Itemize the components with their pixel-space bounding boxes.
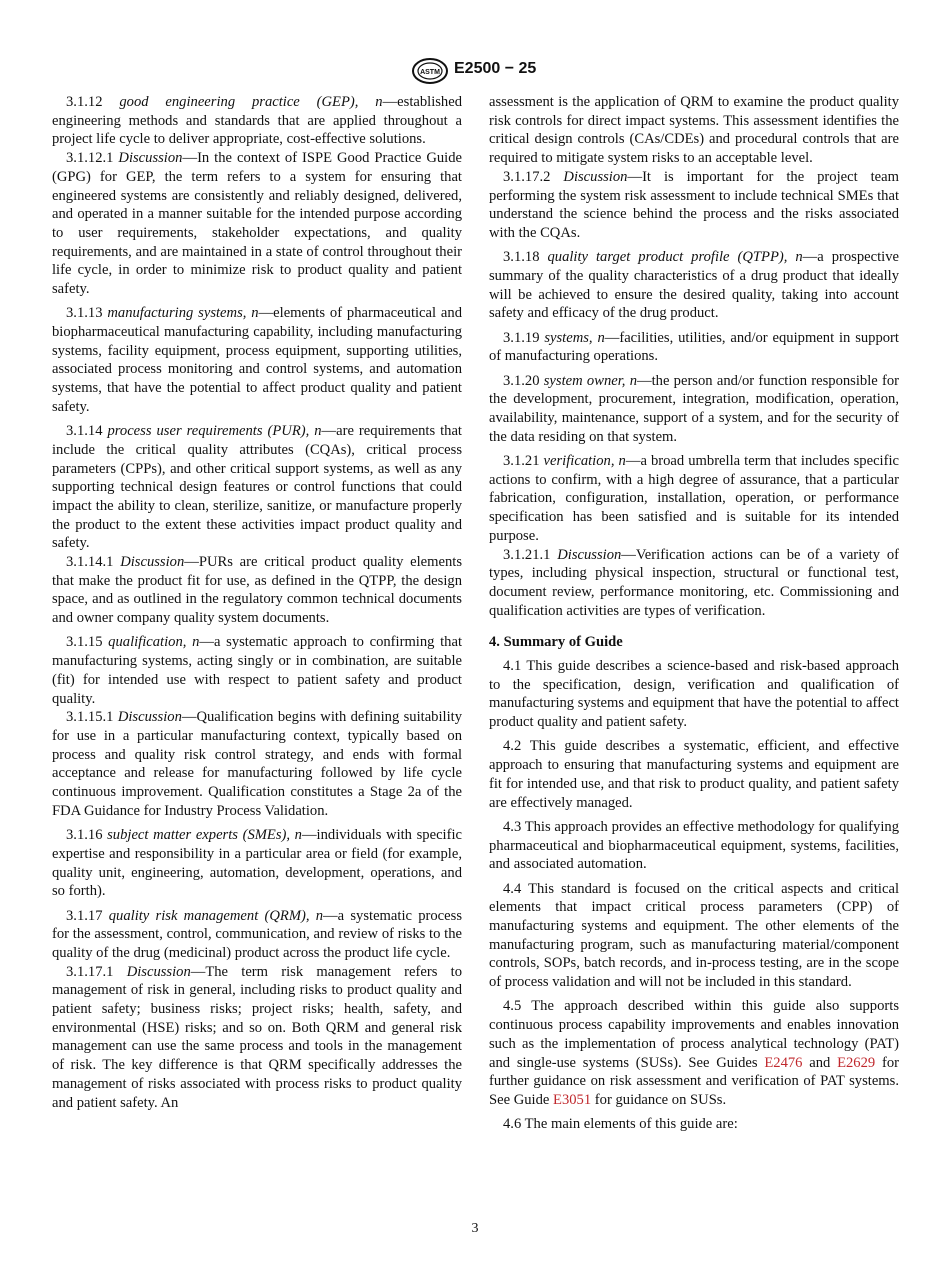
definition-3-1-20: 3.1.20 system owner, n—the person and/or function responsible for the development, procurement, integration, modification, operation, availability, maintenance, support of a system, and for the security of the data residing on that system. bbox=[489, 372, 900, 445]
paragraph-4-1: 4.1 This guide describes a science-based and risk-based approach to the specification, design, verification and qualification of manufacturing systems and equipment that have the potential to affect product quality and patient safety. bbox=[489, 658, 899, 731]
document-designation: E2500 − 25 bbox=[454, 60, 537, 77]
definition-3-1-19: 3.1.19 systems, n—facilities, utilities, and/or equipment in support of manufacturing operations. bbox=[489, 329, 899, 365]
svg-text:ASTM: ASTM bbox=[420, 69, 440, 76]
definition-3-1-16: 3.1.16 subject matter experts (SMEs), n—individuals with specific expertise and responsibility in a particular area or field (for example, quality unit, engineering, automation, development, operations, and so forth). bbox=[52, 827, 462, 900]
right-column bbox=[489, 93, 899, 1134]
paragraph-4-2: 4.2 This guide describes a systematic, efficient, and effective approach to ensuring that manufacturing systems and equipment are fit for intended use, and that risk to product quality, and patient safety are effectively managed. bbox=[489, 738, 899, 811]
discussion-3-1-17-1: 3.1.17.1 Discussion—The term risk management refers to management of risk in general, including risks to product quality and patient safety; business risks; project risks; health, safety, and environmental (HSE) risks; and so on. Both QRM and general risk management can use the same process and tools in the management of risk. The key difference is that QRM specifically addresses the management of risks associated with process risks to product quality and patient safety. An bbox=[52, 963, 462, 1111]
paragraph-4-6: 4.6 The main elements of this guide are: bbox=[503, 1116, 738, 1133]
definition-3-1-21: 3.1.21 verification, n—a broad umbrella term that includes specific actions to confirm, with a high degree of assurance, that a particular fabrication, configuration, installation, operation, or performance specification has been satisfied and is suitable for its intended purpose. bbox=[489, 453, 899, 544]
definition-3-1-12: 3.1.12 good engineering practice (GEP), n—established engineering methods and standards that are applied throughout a project life cycle to deliver appropriate, cost-effective solutions. bbox=[52, 94, 463, 148]
definition-3-1-14: 3.1.14 process user requirements (PUR), n—are requirements that include the critical quality attributes (CQAs), critical process parameters (CPPs), and other critical support systems, as well as any supporting technical design features or control functions that could impact the ability to clean, sterilize, sanitize, or manufacture properly the product to the extent these activities impact product quality and safety. bbox=[52, 423, 462, 552]
continued-paragraph: assessment is the application of QRM to examine the product quality risk controls for direct impact systems. This assessment identifies the critical design controls (CAs/CDEs) and procedural controls that are required to mitigate system risks to an acceptable level. bbox=[489, 94, 899, 167]
guide-link-e2476[interactable]: E2476 bbox=[764, 1054, 803, 1071]
definition-3-1-17: 3.1.17 quality risk management (QRM), n—a systematic process for the assessment, control, communication, and review of risks to the quality of the drug (medicinal) product across the product life cycle. bbox=[52, 907, 462, 961]
paragraph-4-4: 4.4 This standard is focused on the critical aspects and critical elements that impact critical process parameters (CPP) of manufacturing systems and equipment. The other elements of the manufacturing program, such as manufacturing material/component controls, SOPs, batch records, and in-process testing, are in the scope of process validation and will not be included in this standard. bbox=[489, 880, 899, 991]
astm-logo bbox=[411, 58, 449, 84]
definition-3-1-13: 3.1.13 manufacturing systems, n—elements of pharmaceutical and biopharmaceutical manufacturing capability, including manufacturing systems, facility equipment, process equipment, supporting utilities, associated process monitoring and control systems, and automation systems, that have the potential to affect product quality and patient safety. bbox=[52, 305, 462, 415]
discussion-3-1-21-1: 3.1.21.1 Discussion—Verification actions can be of a variety of types, including physical inspection, structural or functional test, document review, performance monitoring, etc. Commissioning and qualification activities are types of verification. bbox=[489, 546, 899, 619]
discussion-3-1-14-1: 3.1.14.1 Discussion—PURs are critical product quality elements that make the product fit for use, as defined in the QTPP, the design space, and as outlined in the regulatory common technical documents and owner company quality system documents. bbox=[52, 554, 462, 627]
discussion-3-1-12-1: 3.1.12.1 Discussion—In the context of ISPE Good Practice Guide (GPG) for GEP, the term refers to a system for ensuring that engineered systems are consistently and reliably designed, delivered, and operated in a manner suitable for the intended purpose according to user requirements, stakeholder expectations, and quality requirements, and are maintained in a state of control throughout their life cycle, in order to minimize risk to product quality and patient safety. bbox=[52, 150, 462, 298]
discussion-3-1-17-2: 3.1.17.2 Discussion—It is important for the project team performing the system risk assessment to include technical SMEs that understand the science behind the process and the risks associated with the CQAs. bbox=[489, 168, 899, 241]
section-4-heading: 4. Summary of Guide bbox=[489, 634, 623, 651]
definition-3-1-18: 3.1.18 quality target product profile (QTPP), n—a prospective summary of the quality characteristics of a drug product that ideally will be achieved to ensure the desired quality, taking into account safety and efficacy of the drug product. bbox=[489, 249, 899, 322]
left-column bbox=[52, 93, 462, 1112]
definition-3-1-15: 3.1.15 qualification, n—a systematic approach to confirming that manufacturing systems, acting singly or in combination, are suitable (fit) for intended use with respect to patient safety and product quality. bbox=[52, 634, 463, 707]
discussion-3-1-15-1: 3.1.15.1 Discussion—Qualification begins with defining suitability for use in a particular manufacturing context, typically based on process and quality risk control strategy, and ends with formal acceptance and release for manufacturing followed by life cycle continuous improvement. Qualification constitutes a Stage 2a of the FDA Guidance for Industry Process Validation. bbox=[52, 709, 462, 819]
page-header bbox=[0, 58, 950, 82]
page-number: 3 bbox=[471, 1221, 479, 1236]
paragraph-4-5: 4.5 The approach described within this guide also supports continuous process capability improvements and enables innovation such as the implementation of process analytical technology (PAT) and single-use systems (SUSs). See Guides E2476 and E2629 for further guidance on risk assessment and verification of PAT systems. See Guide E3051 for guidance on SUSs. bbox=[489, 998, 899, 1108]
paragraph-4-3: 4.3 This approach provides an effective methodology for qualifying pharmaceutical and biopharmaceutical equipment, systems, facilities, and associated automation. bbox=[489, 818, 899, 873]
guide-link-e3051[interactable]: E3051 bbox=[553, 1091, 592, 1108]
guide-link-e2629[interactable]: E2629 bbox=[837, 1054, 876, 1071]
